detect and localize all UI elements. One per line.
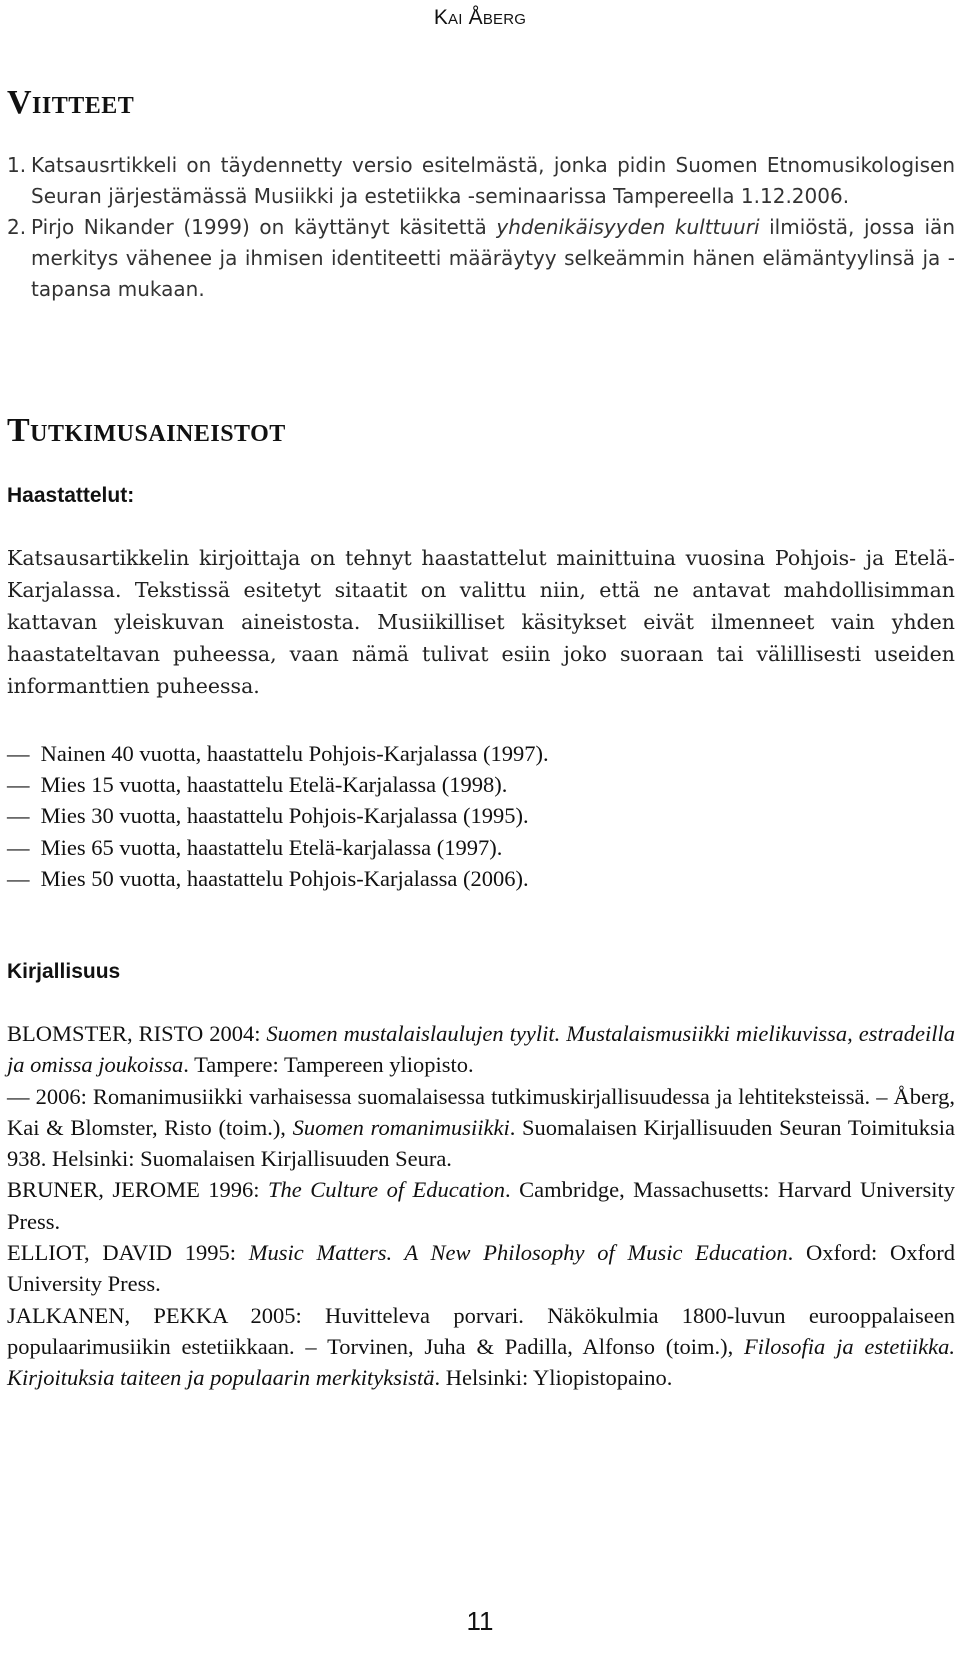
endnote-text: ilmiöstä, jossa iän merkitys vähenee ja ihmisen identiteetti määräytyy selkeämmin hänen elämäntyylinsä ja -tapansa mukaan. <box>31 215 955 301</box>
subheading-haastattelut: Haastattelut: <box>7 484 135 507</box>
reference-list <box>7 1018 955 1394</box>
ref-text: — 2006: Romanimusiikki varhaisessa suomalaisessa tutkimuskirjallisuudessa ja lehtiteksteissä. – Åberg, Kai & Blomster, Risto (toim.), <box>7 1083 955 1140</box>
page-number: 11 <box>466 1606 494 1636</box>
haastattelut-paragraph: Katsausartikkelin kirjoittaja on tehnyt haastattelut mainittuina vuosina Pohjois- ja Etelä-Karjalassa. Tekstissä esitetyt sitaatit on valittu niin, että ne antavat mahdollisimman kattavan yleiskuvan aineistosta. Musiikilliset käsitykset eivät ilmenneet vain yhden haastateltavan puheessa, vaan nämä tulivat esiin joko suoraan tai välillisesti useiden informanttien puheessa. <box>7 546 955 698</box>
ref-text: ELLIOT, DAVID 1995: <box>7 1240 249 1266</box>
interview-list <box>7 738 955 894</box>
reference-entry <box>7 1018 955 1081</box>
endnote-number: 1. <box>7 153 27 177</box>
interview-text: Mies 30 vuotta, haastattelu Pohjois-Karjalassa (1995). <box>40 803 529 829</box>
ref-text: . Suomalaisen Kirjallisuuden Seuran Toimituksia 938. Helsinki: Suomalaisen Kirjallisuuden Seura. <box>7 1114 956 1172</box>
endnotes-list <box>7 150 955 305</box>
endnote-1 <box>7 150 955 212</box>
ref-text: . Oxford: Oxford University Press. <box>7 1240 955 1297</box>
em-dash: — <box>7 803 30 829</box>
em-dash: — <box>7 772 30 798</box>
running-head: Kai Åberg <box>433 6 527 29</box>
ref-text: . Tampere: Tampereen yliopisto. <box>183 1052 474 1078</box>
interview-item <box>7 832 955 863</box>
interview-text: Nainen 40 vuotta, haastattelu Pohjois-Karjalassa (1997). <box>40 741 549 766</box>
reference-entry <box>7 1081 955 1175</box>
endnote-number: 2. <box>7 215 27 239</box>
ref-title: Filosofia ja estetiikka. Kirjoituksia taiteen ja populaarin merkityksistä <box>7 1333 955 1391</box>
section-title-tutkimusaineistot: Tutkimusaineistot <box>7 412 286 449</box>
endnote-term: yhdenikäisyyden kulttuuri <box>496 215 760 239</box>
ref-title: Suomen romanimusiikki <box>292 1114 510 1140</box>
interview-item <box>7 863 955 894</box>
ref-title: Music Matters. A New Philosophy of Music Education <box>248 1240 788 1266</box>
interview-text: Mies 65 vuotta, haastattelu Etelä-karjalassa (1997). <box>40 834 503 860</box>
interview-text: Mies 50 vuotta, haastattelu Pohjois-Karjalassa (2006). <box>40 865 529 891</box>
reference-entry <box>7 1300 955 1394</box>
interview-item <box>7 800 955 831</box>
ref-text: BLOMSTER, RISTO 2004: <box>7 1021 267 1046</box>
reference-entry <box>7 1237 955 1300</box>
interview-text: Mies 15 vuotta, haastattelu Etelä-Karjalassa (1998). <box>40 772 508 798</box>
ref-title: The Culture of Education <box>268 1177 506 1203</box>
em-dash: — <box>7 741 30 766</box>
ref-text: BRUNER, JEROME 1996: <box>7 1177 269 1203</box>
em-dash: — <box>7 834 30 860</box>
ref-text: . Helsinki: Yliopistopaino. <box>434 1365 673 1391</box>
reference-entry <box>7 1174 955 1237</box>
endnote-2 <box>7 212 955 305</box>
interview-item <box>7 738 955 769</box>
endnote-text: Pirjo Nikander (1999) on käyttänyt käsitettä <box>31 215 497 239</box>
interview-item <box>7 769 955 800</box>
ref-text: JALKANEN, PEKKA 2005: Huvitteleva porvari. Näkökulmia 1800-luvun eurooppalaiseen populaarimusiikin estetiikkaan. – Torvinen, Juha & Padilla, Alfonso (toim.), <box>7 1302 955 1359</box>
section-title-viitteet: Viitteet <box>7 84 135 121</box>
ref-text: . Cambridge, Massachusetts: Harvard University Press. <box>7 1177 955 1234</box>
em-dash: — <box>7 865 30 891</box>
ref-title: Suomen mustalaislaulujen tyylit. Mustalaismusiikki mielikuvissa, estradeilla ja omissa joukoissa <box>7 1021 955 1078</box>
subheading-kirjallisuus: Kirjallisuus <box>7 960 121 983</box>
endnote-text: Katsausrtikkeli on täydennetty versio esitelmästä, jonka pidin Suomen Etnomusikologisen Seuran järjestämässä Musiikki ja estetiikka -seminaarissa Tampereella 1.12.2006. <box>31 153 955 208</box>
